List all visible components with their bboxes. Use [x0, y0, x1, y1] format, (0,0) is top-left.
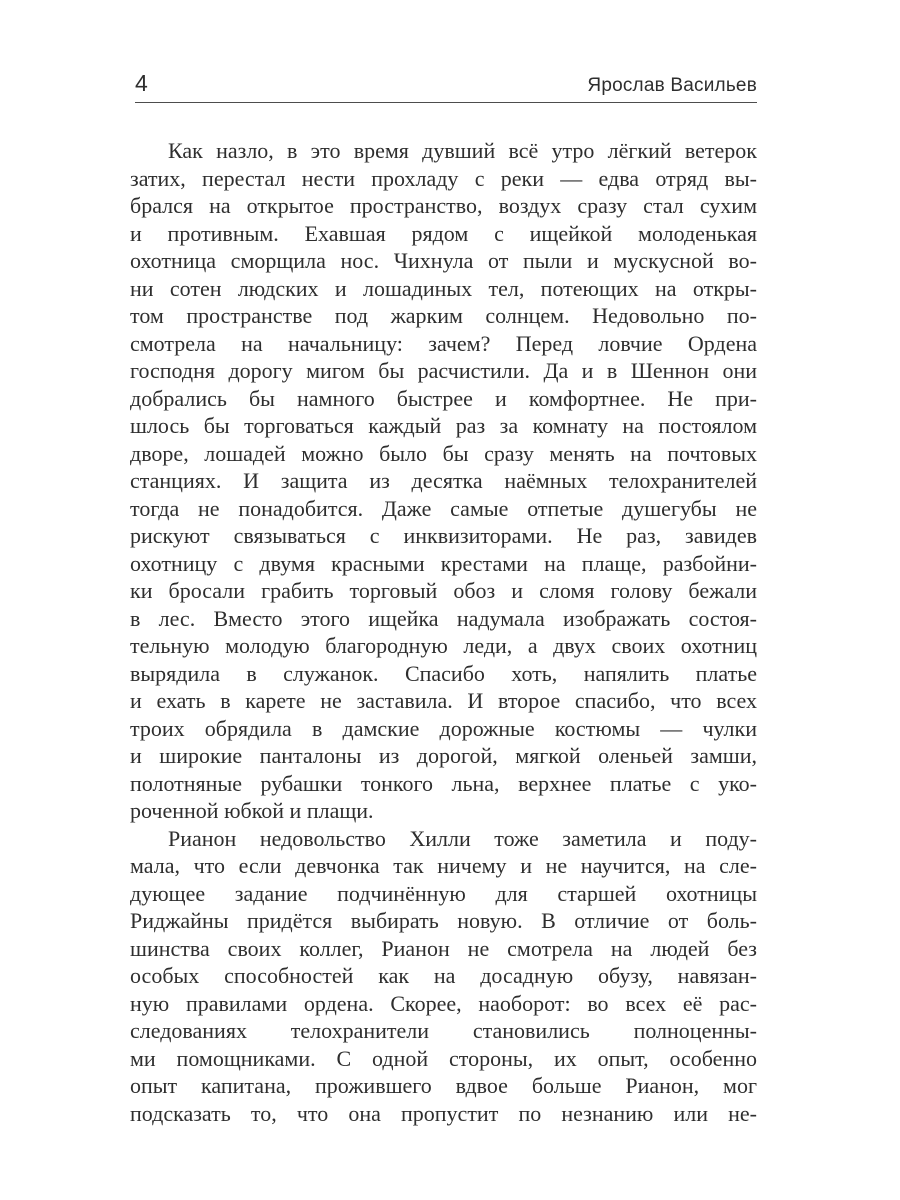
text-line: троих обрядила в дамские дорожные костюмы — чулки [130, 715, 757, 741]
text-line: особых способностей как на досадную обузу, навязан- [130, 963, 757, 988]
running-header [135, 72, 757, 103]
text-line: дворе, лошадей можно было бы сразу менять на почтовых [130, 440, 757, 466]
text-line: Как назло, в это время дувший всё утро лёгкий ветерок [168, 138, 757, 163]
text-line: роченной юбкой и плащи. [130, 798, 374, 823]
text-line: смотрела на начальницу: зачем? Перед ловчие Ордена [130, 330, 757, 356]
text-line: добрались бы намного быстрее и комфортнее. Не при- [130, 385, 757, 411]
page-number: 4 [135, 70, 148, 96]
text-line: том пространстве под жарким солнцем. Недовольно по- [130, 303, 757, 328]
text-line: ки бросали грабить торговый обоз и сломя голову бежали [130, 578, 757, 603]
text-line: Риджайны придётся выбирать новую. В отличие от боль- [130, 908, 757, 933]
text-line: шинства своих коллег, Рианон не смотрела на людей без [130, 935, 757, 961]
text-line: полотняные рубашки тонкого льна, верхнее платье с уко- [130, 770, 757, 796]
text-line: ни сотен людских и лошадиных тел, потеющих на откры- [130, 275, 757, 301]
text-line: господня дорогу мигом бы расчистили. Да и в Шеннон они [130, 358, 757, 383]
text-line: следованиях телохранители становились полноценны- [130, 1018, 757, 1043]
text-line: брался на открытое пространство, воздух сразу стал сухим [130, 193, 757, 218]
text-line: вырядила в служанок. Спасибо хоть, напялить платье [130, 660, 757, 686]
text-line: ми помощниками. С одной стороны, их опыт, особенно [130, 1045, 757, 1071]
header-author: Ярослав Васильев [587, 75, 757, 96]
text-line: мала, что если девчонка так ничему и не научится, на сле- [130, 853, 757, 878]
text-line: в лес. Вместо этого ищейка надумала изображать состоя- [130, 605, 757, 631]
text-line: и широкие панталоны из дорогой, мягкой оленьей замши, [130, 743, 757, 768]
text-line: ную правилами ордена. Скорее, наоборот: во всех её рас- [130, 990, 757, 1016]
body-text [130, 137, 757, 1127]
text-line: опыт капитана, прожившего вдвое больше Рианон, мог [130, 1073, 757, 1098]
text-line: затих, перестал нести прохладу с реки — едва отряд вы- [130, 165, 757, 191]
text-line: Рианон недовольство Хилли тоже заметила и поду- [168, 825, 757, 851]
text-line: тельную молодую благородную леди, а двух своих охотниц [130, 633, 757, 658]
text-line: рискуют связываться с инквизиторами. Не раз, завидев [130, 523, 757, 548]
text-line: охотницу с двумя красными крестами на плаще, разбойни- [130, 550, 757, 576]
text-line: и ехать в карете не заставила. И второе спасибо, что всех [130, 688, 757, 713]
text-line: тогда не понадобится. Даже самые отпетые душегубы не [130, 495, 757, 521]
text-line: дующее задание подчинённую для старшей охотницы [130, 880, 757, 906]
text-line: и противным. Ехавшая рядом с ищейкой молоденькая [130, 220, 757, 246]
text-line: шлось бы торговаться каждый раз за комнату на постоялом [130, 413, 757, 438]
text-line: охотница сморщила нос. Чихнула от пыли и мускусной во- [130, 248, 757, 273]
text-line: станциях. И защита из десятка наёмных телохранителей [130, 468, 757, 493]
text-line: подсказать то, что она пропустит по незнанию или не- [130, 1100, 757, 1126]
